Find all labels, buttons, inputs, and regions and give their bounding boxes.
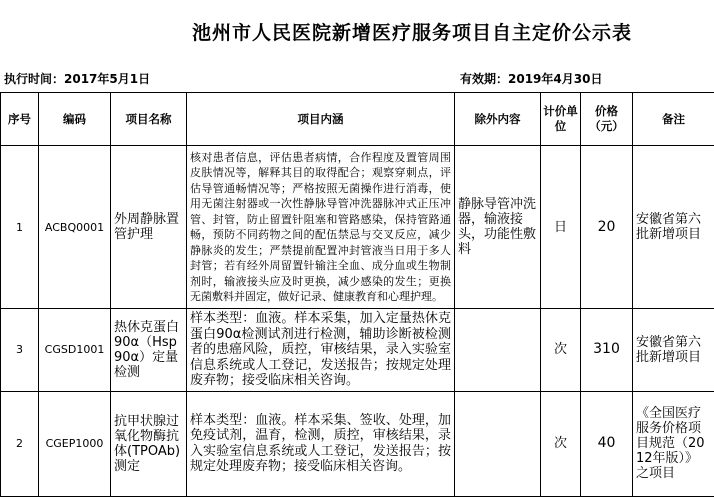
cell-remark: 安徽省第六批新增项目 (633, 146, 714, 309)
header-row (1, 93, 714, 146)
cell-except (455, 391, 541, 496)
table-row (1, 391, 714, 496)
cell-unit: 日 (541, 146, 581, 309)
table-row (1, 309, 714, 392)
cell-unit: 次 (541, 309, 581, 392)
cell-unit: 次 (541, 391, 581, 496)
cell-price: 40 (581, 391, 633, 496)
header-seq: 序号 (1, 93, 39, 146)
cell-remark: 安徽省第六批新增项目 (633, 309, 714, 392)
cell-code: CGEP1000 (39, 391, 111, 496)
cell-content: 核对患者信息，评估患者病情，合作程度及置管周围皮肤情况等，解释其目的取得配合；观察穿刺点，评估导管通畅情况等；严格按照无菌操作进行消毒，使用无菌注射器或一次性静脉导管冲洗器脉冲式正压冲管、封管，防止留置针阻塞和管路感染，保持管路通畅，预防不同药物之间的配伍禁忌与交叉反应，减少静脉炎的发生；严禁提前配置冲封管液当日用于多人封管；若有经外周留置针输注全血、成分血或生物制剂时，输液接头应及时更换，减少感染的发生；更换无菌敷料并固定，做好记录、健康教育和心理护理。 (187, 146, 455, 309)
cell-name: 热休克蛋白90α（Hsp90α）定量检测 (111, 309, 187, 392)
cell-except: 静脉导管冲洗器，输液接头，功能性敷料 (455, 146, 541, 309)
cell-seq: 3 (1, 309, 39, 392)
header-content: 项目内涵 (187, 93, 455, 146)
cell-price: 20 (581, 146, 633, 309)
cell-name: 外周静脉置管护理 (111, 146, 187, 309)
cell-content: 样本类型：血液。样本采集、签收、处理，加免疫试剂，温育，检测，质控，审核结果，录入实验室信息系统或人工登记，发送报告；按规定处理废弃物；接受临床相关咨询。 (187, 391, 455, 496)
table-row (1, 146, 714, 309)
cell-seq: 1 (1, 146, 39, 309)
cell-seq: 2 (1, 391, 39, 496)
valid-period: 有效期：2019年4月30日 (460, 70, 602, 87)
page-title: 池州市人民医院新增医疗服务项目自主定价公示表 (0, 0, 714, 62)
cell-price: 310 (581, 309, 633, 392)
cell-except (455, 309, 541, 392)
price-table (0, 92, 714, 497)
cell-code: CGSD1001 (39, 309, 111, 392)
header-price: 价格（元） (581, 93, 633, 146)
header-unit: 计价单位 (541, 93, 581, 146)
header-remark: 备注 (633, 93, 714, 146)
meta-row (0, 62, 714, 92)
cell-content: 样本类型：血液。样本采集，加入定量热休克蛋白90α检测试剂进行检测，辅助诊断被检测者的患癌风险，质控，审核结果，录入实验室信息系统或人工登记，发送报告；按规定处理废弃物；接受临床相关咨询。 (187, 309, 455, 392)
header-except: 除外内容 (455, 93, 541, 146)
header-name: 项目名称 (111, 93, 187, 146)
header-code: 编码 (39, 93, 111, 146)
cell-remark: 《全国医疗服务价格项目规范（2012年版）》之项目 (633, 391, 714, 496)
cell-code: ACBQ0001 (39, 146, 111, 309)
exec-time: 执行时间：2017年5月1日 (4, 70, 150, 87)
cell-name: 抗甲状腺过氧化物酶抗体(TPOAb)测定 (111, 391, 187, 496)
